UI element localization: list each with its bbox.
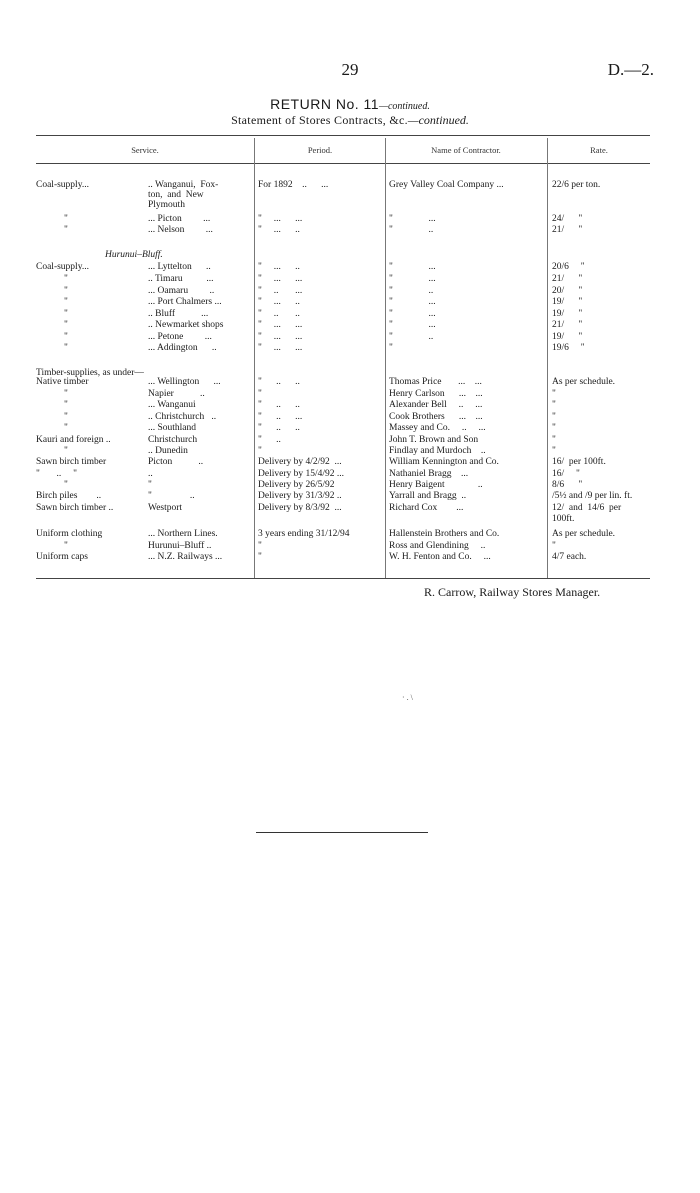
statement-subtitle-suffix: —continued. [407,113,469,127]
cell-place: Hurunui–Bluff .. [148,541,212,551]
cell-rate: 20/ " [552,286,583,296]
cell-rate: 21/ " [552,274,583,284]
cell-contractor: " ... [389,214,436,224]
cell-rate: 20/6 " [552,262,585,272]
return-title-main: RETURN No. 11 [270,96,380,112]
cell-period: Delivery by 4/2/92 ... [258,457,342,467]
cell-period: " [258,389,262,399]
cell-period: " .. ... [258,412,303,422]
header-bottom-rule [36,163,650,164]
cell-service: " [64,320,68,330]
cell-place: ... Oamaru .. [148,286,215,296]
cell-place: ... Southland [148,423,197,433]
cell-place: .. Wanganui, Fox- [148,180,219,190]
cell-place: ... Port Chalmers ... [148,297,222,307]
header-rate: Rate. [590,145,608,155]
cell-place: ton, and New [148,190,204,200]
header-period: Period. [307,145,333,155]
cell-rate: 19/ " [552,309,583,319]
cell-service: Uniform clothing [36,529,103,539]
cell-contractor: W. H. Fenton and Co. ... [389,552,491,562]
cell-rate: " [552,446,556,456]
cell-rate: 8/6 " [552,480,583,490]
cell-contractor: William Kennington and Co. [389,457,499,467]
cell-period: " ... ... [258,320,303,330]
cell-rate: 19/ " [552,332,583,342]
cell-place: ... Nelson ... [148,225,213,235]
cell-place: Picton .. [148,457,204,467]
cell-rate: " [552,423,556,433]
cell-service: Sawn birch timber [36,457,107,467]
stray-marks: · . \ [402,693,413,702]
cell-place: " .. [148,491,195,501]
cell-rate: 16/ per 100ft. [552,457,606,467]
cell-place: .. Bluff ... [148,309,209,319]
cell-service: " [64,412,68,422]
table-bottom-rule [36,578,650,579]
cell-period: " [258,541,262,551]
table-top-rule [36,135,650,136]
cell-rate: " [552,541,556,551]
section-heading-hurunui-bluff: Hurunui–Bluff. [105,250,163,260]
cell-rate: " [552,435,556,445]
cell-rate: As per schedule. [552,529,616,539]
closing-rule [256,832,428,833]
cell-contractor: Yarrall and Bragg .. [389,491,467,501]
return-title-suffix: —continued. [379,101,430,112]
cell-place: .. Christchurch .. [148,412,217,422]
cell-rate: " [552,400,556,410]
cell-place: .. [148,469,153,479]
cell-place: Plymouth [148,200,185,210]
statement-subtitle [0,113,700,128]
cell-service: Coal-supply... [36,262,89,272]
cell-place: " [148,480,152,490]
cell-contractor: Nathaniel Bragg ... [389,469,469,479]
cell-rate: As per schedule. [552,377,616,387]
cell-place: ... Lyttelton .. [148,262,211,272]
cell-rate: 16/ " [552,469,580,479]
cell-service: Coal-supply... [36,180,89,190]
cell-service: " [64,286,68,296]
cell-contractor: " ... [389,274,436,284]
cell-period: " .. .. [258,423,300,433]
cell-place: ... Wellington ... [148,377,221,387]
cell-place: ... Northern Lines. [148,529,218,539]
cell-contractor: Richard Cox ... [389,503,464,513]
cell-service: " [64,332,68,342]
cell-place: ... N.Z. Railways ... [148,552,223,562]
column-divider-3 [547,138,548,578]
cell-place: .. Dunedin [148,446,188,456]
cell-contractor: " ... [389,320,436,330]
cell-service: " [64,541,68,551]
cell-contractor: " [389,343,393,353]
cell-rate: 19/ " [552,297,583,307]
cell-rate: 24/ " [552,214,583,224]
cell-contractor: Massey and Co. .. ... [389,423,486,433]
cell-period: Delivery by 8/3/92 ... [258,503,342,513]
cell-service: " [64,214,68,224]
cell-period: Delivery by 26/5/92 [258,480,335,490]
cell-rate: " [552,389,556,399]
header-contractor: Name of Contractor. [431,145,501,155]
cell-place: ... Petone ... [148,332,212,342]
header-service: Service. [131,145,159,155]
cell-period: " ... ... [258,332,303,342]
cell-contractor: Thomas Price ... ... [389,377,482,387]
cell-period: " ... .. [258,225,300,235]
cell-period: " ... ... [258,214,303,224]
cell-period: " [258,446,262,456]
cell-service: " [64,309,68,319]
cell-contractor: " ... [389,309,436,319]
cell-period: " [258,552,262,562]
cell-contractor: Ross and Glendining .. [389,541,486,551]
cell-rate: " [552,412,556,422]
signature-line: R. Carrow, Railway Stores Manager. [424,585,601,599]
cell-contractor: Hallenstein Brothers and Co. [389,529,500,539]
cell-period: " ... .. [258,297,300,307]
cell-rate: 12/ and 14/6 per [552,503,622,513]
cell-service: " [64,423,68,433]
cell-rate: 19/6 " [552,343,585,353]
cell-period: " .. [258,435,281,445]
cell-contractor: " .. [389,225,434,235]
page-number: 29 [341,60,359,79]
cell-rate: 21/ " [552,225,583,235]
section-heading-timber-supplies: Timber-supplies, as under— [36,368,144,378]
cell-service: " [64,400,68,410]
cell-place: Christchurch [148,435,198,445]
cell-period: " .. .. [258,309,300,319]
cell-period: Delivery by 15/4/92 ... [258,469,345,479]
cell-service: " [64,297,68,307]
cell-contractor: Cook Brothers ... ... [389,412,483,422]
cell-period: " ... ... [258,274,303,284]
cell-service: " [64,389,68,399]
column-divider-2 [385,138,386,578]
cell-contractor: Findlay and Murdoch .. [389,446,486,456]
cell-service: " [64,446,68,456]
cell-service: Birch piles .. [36,491,102,501]
cell-service: Uniform caps [36,552,88,562]
cell-place: ... Picton ... [148,214,211,224]
cell-rate: 21/ " [552,320,583,330]
cell-service: Native timber [36,377,89,387]
document-reference: D.—2. [607,60,654,79]
cell-contractor: " ... [389,297,436,307]
cell-period: " .. ... [258,286,303,296]
cell-period: " .. .. [258,400,300,410]
cell-period: For 1892 .. ... [258,180,329,190]
statement-subtitle-main: Statement of Stores Contracts, &c. [231,113,408,127]
column-divider-1 [254,138,255,578]
cell-contractor: Alexander Bell .. ... [389,400,483,410]
cell-contractor: " .. [389,286,434,296]
cell-contractor: Henry Carlson ... ... [389,389,483,399]
cell-contractor: Grey Valley Coal Company ... [389,180,504,190]
cell-period: Delivery by 31/3/92 .. [258,491,342,501]
cell-place: .. Newmarket shops [148,320,224,330]
cell-rate: /5½ and /9 per lin. ft. [552,491,633,501]
cell-contractor: John T. Brown and Son [389,435,479,445]
cell-service: Kauri and foreign .. [36,435,111,445]
cell-place: Napier .. [148,389,205,399]
cell-contractor: Henry Baigent .. [389,480,483,490]
cell-place: ... Wanganui [148,400,196,410]
cell-rate: 100ft. [552,514,575,524]
cell-service: " [64,480,68,490]
cell-contractor: " .. [389,332,434,342]
cell-contractor: " ... [389,262,436,272]
cell-service: Sawn birch timber .. [36,503,114,513]
cell-service: " .. " [36,469,78,479]
cell-rate: 22/6 per ton. [552,180,601,190]
cell-service: " [64,343,68,353]
cell-service: " [64,274,68,284]
cell-rate: 4/7 each. [552,552,587,562]
cell-period: " ... ... [258,343,303,353]
cell-period: 3 years ending 31/12/94 [258,529,350,539]
cell-place: .. Timaru ... [148,274,214,284]
cell-period: " ... .. [258,262,300,272]
cell-service: " [64,225,68,235]
return-title [0,96,700,112]
cell-place: Westport [148,503,183,513]
cell-place: ... Addington .. [148,343,217,353]
cell-period: " .. .. [258,377,300,387]
